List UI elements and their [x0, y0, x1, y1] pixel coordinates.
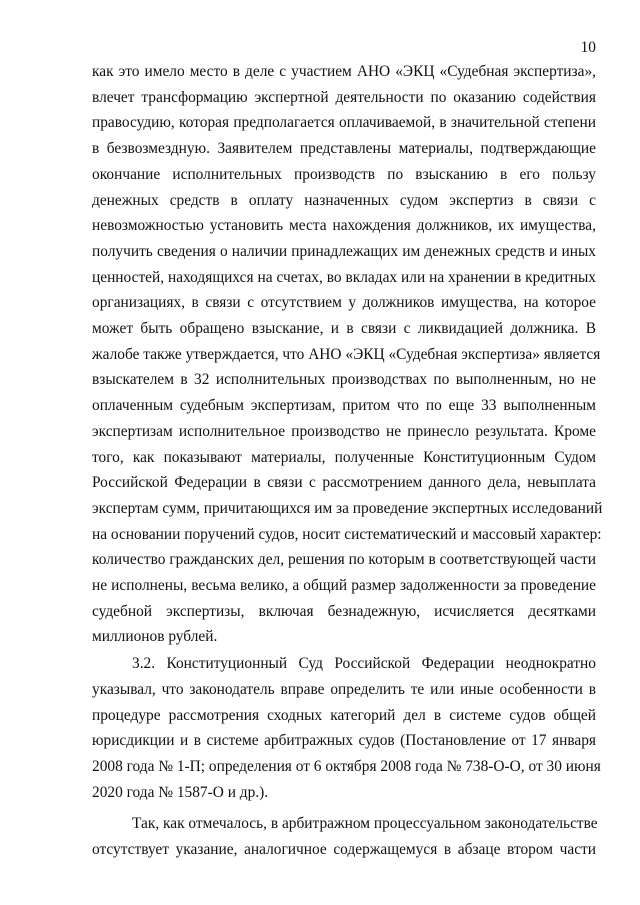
- text-line: указывал, что законодатель вправе определить те или иные особенности в: [92, 680, 596, 698]
- text-line: правосудию, которая предполагается оплачиваемой, в значительной степени: [92, 114, 596, 132]
- text-line: 2020 года № 1587-О и др.).: [92, 783, 269, 801]
- text-line: ценностей, находящихся на счетах, во вкладах или на хранении в кредитных: [92, 268, 596, 286]
- text-line: 3.2. Конституционный Суд Российской Федерации неоднократно: [132, 655, 596, 673]
- text-line: процедуре рассмотрения сходных категорий дел в системе судов общей: [92, 706, 596, 724]
- text-line: получить сведения о наличии принадлежащих им денежных средств и иных: [92, 242, 596, 260]
- text-line: жалобе также утверждается, что АНО «ЭКЦ «Судебная экспертиза» является: [92, 345, 601, 363]
- text-line: того, как показывают материалы, полученные Конституционным Судом: [92, 448, 596, 466]
- text-line: в безвозмездную. Заявителем представлены материалы, подтверждающие: [92, 140, 596, 158]
- text-line: может быть обращено взыскание, и в связи с ликвидацией должника. В: [92, 320, 596, 338]
- text-line: невозможностью установить места нахождения должников, их имущества,: [92, 217, 596, 235]
- text-line: экспертам сумм, причитающихся им за проведение экспертных исследований: [92, 499, 603, 517]
- paragraph-arbitration: [92, 811, 596, 862]
- text-line: как это имело место в деле с участием АНО «ЭКЦ «Судебная экспертиза»,: [92, 63, 596, 80]
- text-line: Российской Федерации в связи с рассмотрением данного дела, невыплата: [92, 474, 596, 492]
- text-line: судебной экспертизы, включая безнадежную, исчисляется десятками: [92, 602, 596, 620]
- text-line: денежных средств в оплату назначенных судом экспертиз в связи с: [92, 191, 596, 209]
- text-line: 2008 года № 1-П; определения от 6 октября 2008 года № 738-О-О, от 30 июня: [92, 757, 601, 775]
- body-text: [92, 59, 603, 863]
- text-line: количество гражданских дел, решения по которым в соответствующей части: [92, 551, 596, 569]
- page-number: 10: [580, 39, 596, 56]
- text-line: экспертизам исполнительное производство не принесло результата. Кроме: [92, 422, 596, 440]
- text-line: на основании поручений судов, носит систематический и массовый характер:: [92, 525, 602, 543]
- paragraph-continuation: [92, 59, 603, 650]
- text-line: оплаченным судебным экспертизам, притом что по еще 33 выполненным: [92, 397, 596, 415]
- text-line: организациях, в связи с отсутствием у должников имущества, на которое: [92, 294, 596, 312]
- text-line: влечет трансформацию экспертной деятельности по оказанию содействия: [92, 88, 596, 106]
- paragraph-3-2: [92, 651, 601, 805]
- text-line: окончание исполнительных производств по взысканию в его пользу: [92, 165, 596, 183]
- text-line: Так, как отмечалось, в арбитражном процессуальном законодательстве: [132, 815, 598, 833]
- text-line: отсутствует указание, аналогичное содержащемуся в абзаце втором части: [92, 841, 596, 859]
- text-line: миллионов рублей.: [92, 628, 218, 646]
- text-line: не исполнены, весьма велико, а общий размер задолженности за проведение: [92, 577, 596, 595]
- text-line: юрисдикции и в системе арбитражных судов (Постановление от 17 января: [92, 732, 596, 750]
- text-line: взыскателем в 32 исполнительных производствах по выполненным, но не: [92, 371, 596, 389]
